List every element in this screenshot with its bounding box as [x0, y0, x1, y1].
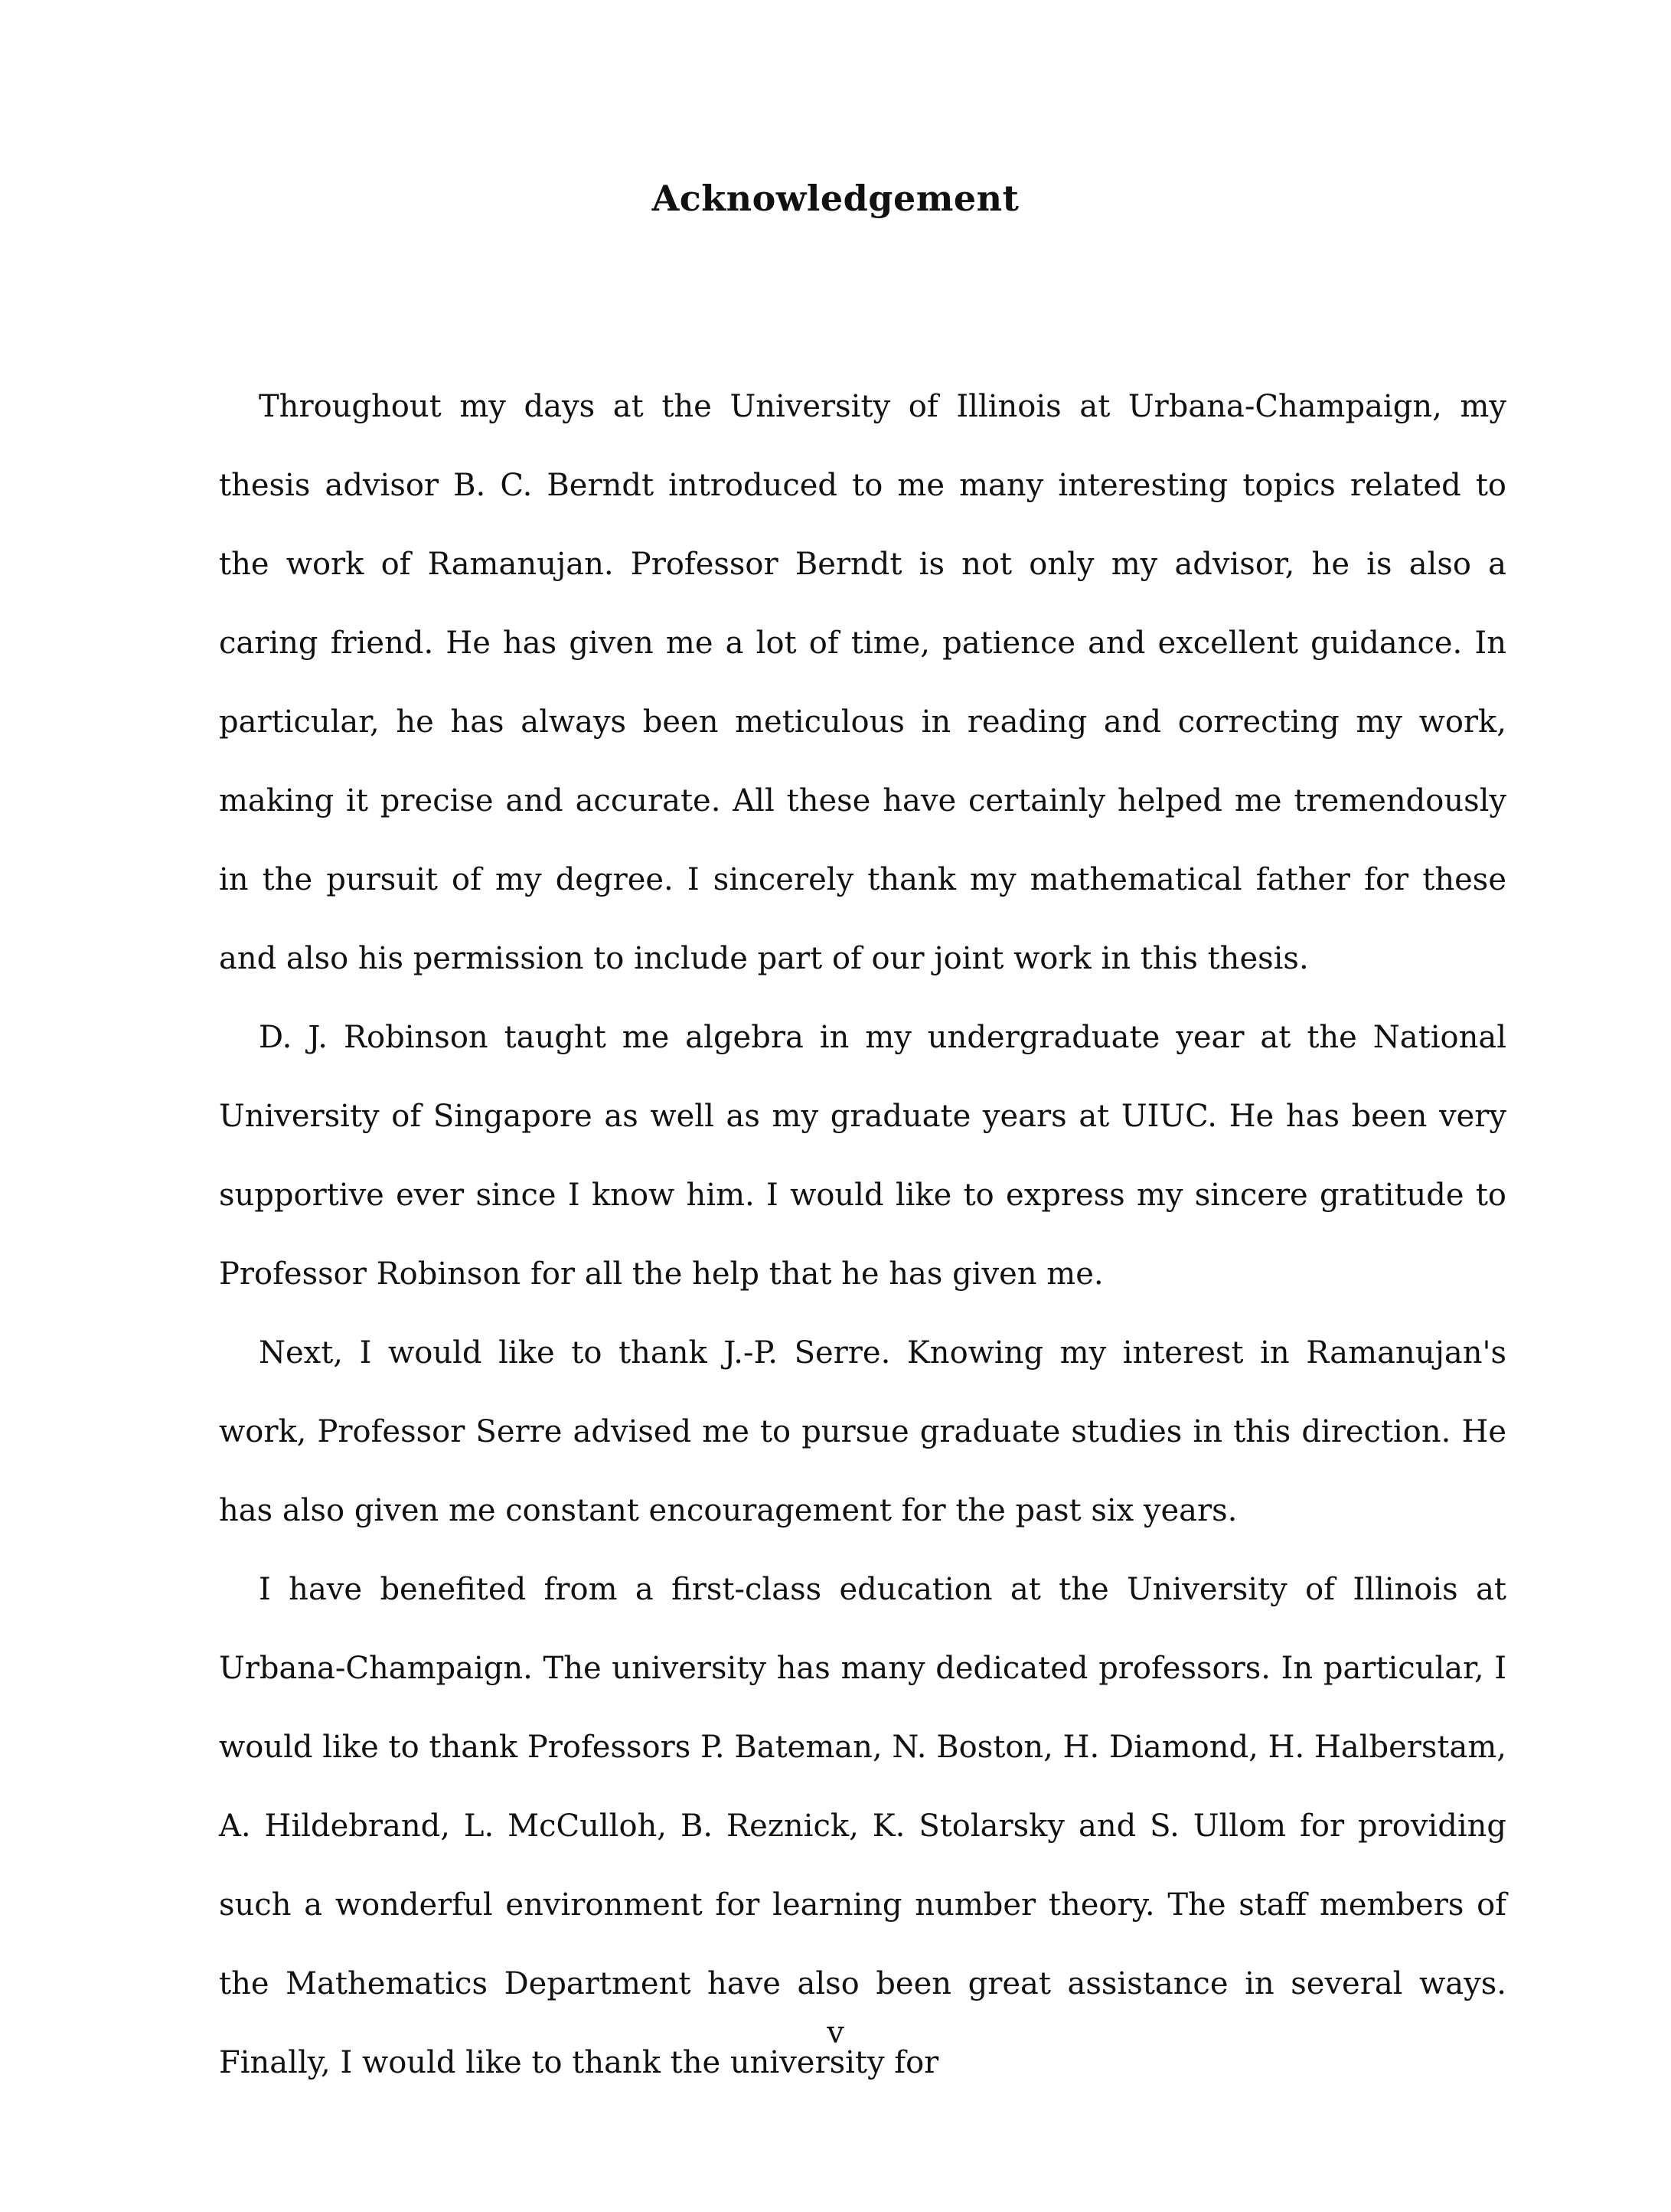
- page-number: v: [827, 2015, 844, 2050]
- paragraph-advisor: Throughout my days at the University of Illinois at Urbana-Champaign, my thesis advisor B. C. Berndt introduced to me many interesting topics related to the work of Ramanujan. Professor Berndt is not only my advisor, he is also a caring friend. He has given me a lot of time, patience and excellent guidance. In particular, he has always been meticulous in reading and correcting my work, making it precise and accurate. All these have certainly helped me tremendously in the pursuit of my degree. I sincerely thank my mathematical father for these and also his permission to include part of our joint work in this thesis.: [219, 389, 1506, 976]
- paragraph-serre: Next, I would like to thank J.-P. Serre. Knowing my interest in Ramanujan's work, Professor Serre advised me to pursue graduate studies in this direction. He has also given me constant encouragement for the past six years.: [219, 1335, 1506, 1528]
- page-title: Acknowledgement: [651, 178, 1020, 219]
- body-text: [219, 368, 1506, 2103]
- paragraph-university: I have benefited from a first-class education at the University of Illinois at Urbana-Champaign. The university has many dedicated professors. In particular, I would like to thank Professors P. Bateman, N. Boston, H. Diamond, H. Halberstam, A. Hildebrand, L. McCulloh, B. Reznick, K. Stolarsky and S. Ullom for providing such a wonderful environment for learning number theory. The staff members of the Mathematics Department have also been great assistance in several ways. Finally, I would like to thank the university for: [219, 1572, 1506, 2080]
- paragraph-robinson: D. J. Robinson taught me algebra in my undergraduate year at the National University of Singapore as well as my graduate years at UIUC. He has been very supportive ever since I know him. I would like to express my sincere gratitude to Professor Robinson for all the help that he has given me.: [219, 1020, 1506, 1292]
